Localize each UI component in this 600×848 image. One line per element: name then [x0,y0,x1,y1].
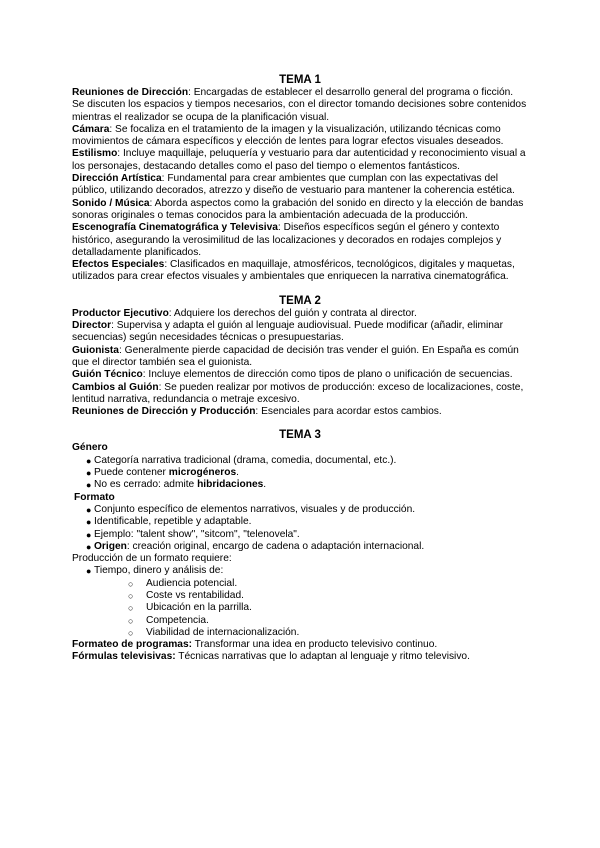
tema2-item-term: Guión Técnico [72,369,143,381]
list-item-text: Identificable, repetible y adaptable. [94,516,252,528]
list-item-bold: hibridaciones [197,479,264,491]
tema1-section [72,87,528,284]
produccion-sublist [72,578,528,639]
formato-list [72,504,528,553]
tema2-item-text: : Adquiere los derechos del guión y contrata al director. [168,307,417,319]
formateo-term: Formateo de programas: [72,639,193,651]
tema2-section [72,308,528,419]
produccion-list [72,565,528,577]
list-item-text: Conjunto específico de elementos narrativos, visuales y de producción. [94,503,416,515]
list-item [72,529,528,541]
tema1-item [72,124,528,149]
list-item-text: . [263,479,267,491]
circle-bullet-icon: ○ [128,603,134,614]
bullet-icon: ● [86,455,92,466]
circle-bullet-icon: ○ [128,627,134,638]
tema2-item-text: : Esenciales para acordar estos cambios. [255,406,442,418]
list-item [72,504,528,516]
tema1-item-text: : Aborda aspectos como la grabación del sonido en directo y la elección de bandas sonoras originales o temas conocidos para la ambientación adecuada de la producción. [72,197,524,221]
tema1-item-term: Efectos Especiales [72,259,165,271]
bullet-icon: ● [86,468,92,479]
tema2-item-text: : Supervisa y adapta el guión al lenguaje audiovisual. Puede modificar (añadir, eliminar secuencias) según necesidades técnicas o presupuestarias. [72,320,503,344]
tema2-item-term: Director [72,320,112,332]
sub-list-item-text: Ubicación en la parrilla. [146,602,252,614]
circle-bullet-icon: ○ [128,615,134,626]
bullet-icon: ● [86,541,92,552]
tema2-item-term: Productor Ejecutivo [72,307,169,319]
tema1-item [72,148,528,173]
tema1-item-text: : Diseños específicos según el género y contexto histórico, asegurando la verosimilitud de las localizaciones y decorados en rodajes complejos y detalladamente planificados. [72,222,502,258]
sub-list-item [72,590,528,602]
document-page [72,73,528,664]
tema2-item [72,320,528,345]
list-item [72,479,528,491]
tema2-item [72,382,528,407]
list-item-text: Puede contener [94,467,169,479]
tema1-item-text: : Fundamental para crear ambientes que cumplan con las expectativas del público, utilizando decorados, atrezzo y diseño de vestuario para mantener la coherencia estética. [72,173,515,197]
list-item-text: Ejemplo: "talent show", "sitcom", "telenovela". [94,528,300,540]
sub-list-item [72,627,528,639]
tema3-section [72,442,528,663]
sub-list-item-text: Coste vs rentabilidad. [146,589,244,601]
tema2-item-term: Cambios al Guión [72,381,159,393]
tema2-item [72,345,528,370]
list-item [72,516,528,528]
tema1-item [72,198,528,223]
tema2-item-text: : Incluye elementos de dirección como tipos de plano o unificación de secuencias. [142,369,513,381]
tema1-item-term: Dirección Artística [72,173,162,185]
tema2-item [72,406,528,418]
tema1-item-text: : Encargadas de establecer el desarrollo general del programa o ficción. Se discuten los espacios y tiempos necesarios, con el director tomando decisiones sobre contenidos mientras el realizador se ocupa de la planificación visual. [72,87,527,123]
formateo-paragraph [72,639,528,651]
sub-list-item-text: Viabilidad de internacionalización. [146,626,300,638]
tema2-item-term: Guionista [72,344,119,356]
list-item-bold: Origen [94,540,127,552]
bullet-icon: ● [86,480,92,491]
list-item-text: . [236,467,239,479]
formulas-term: Fórmulas televisivas: [72,651,176,663]
bullet-icon: ● [86,504,92,515]
tema2-item [72,308,528,320]
list-item-bold: microgéneros [168,467,237,479]
formulas-paragraph [72,651,528,663]
list-item [72,467,528,479]
tema1-item [72,222,528,259]
genero-list [72,455,528,492]
tema1-item [72,259,528,284]
list-item-text: Tiempo, dinero y análisis de: [94,565,224,577]
tema2-item-text: : Se pueden realizar por motivos de producción: exceso de localizaciones, coste, lentitud narrativa, redundancia o metraje excesivo. [72,381,524,405]
list-item [72,455,528,467]
tema2-item-text: : Generalmente pierde capacidad de decisión tras vender el guión. En España es común que el director también sea el guionista. [72,344,519,368]
tema1-item [72,87,528,124]
genero-heading: Género [72,442,108,454]
circle-bullet-icon: ○ [128,578,134,589]
sub-list-item [72,615,528,627]
sub-list-item [72,578,528,590]
tema1-item-text: : Clasificados en maquillaje, atmosféricos, tecnológicos, digitales y maquetas, utilizados para crear efectos visuales y ambientales que enriquecen la narrativa cinematográfica. [72,259,515,283]
tema1-item-term: Estilismo [72,148,118,160]
circle-bullet-icon: ○ [128,590,134,601]
tema1-item [72,173,528,198]
formulas-text: Técnicas narrativas que lo adaptan al lenguaje y ritmo televisivo. [175,651,470,663]
tema2-item-term: Reuniones de Dirección y Producción [72,406,256,418]
list-item-text: : creación original, encargo de cadena o adaptación internacional. [126,540,425,552]
tema1-item-term: Sonido / Música [72,197,150,209]
sub-list-item-text: Competencia. [146,614,209,626]
tema1-item-term: Escenografía Cinematográfica y Televisiva [72,222,278,234]
sub-list-item-text: Audiencia potencial. [146,577,238,589]
list-item [72,541,528,553]
tema1-item-term: Cámara [72,123,110,135]
tema2-item [72,369,528,381]
formato-heading: Formato [74,491,115,503]
sub-list-item [72,602,528,614]
tema1-item-text: : Se focaliza en el tratamiento de la imagen y la visualización, utilizando técnicas como movimientos de cámara específicos y elección de lentes para lograr efectos visuales deseados. [72,123,504,148]
bullet-icon: ● [86,517,92,528]
tema1-title: TEMA 1 [279,74,321,86]
tema2-title: TEMA 2 [279,294,321,307]
tema3-title: TEMA 3 [279,429,321,442]
list-item-text: Categoría narrativa tradicional (drama, comedia, documental, etc.). [94,454,397,466]
bullet-icon: ● [86,566,92,577]
formateo-text: Transformar una idea en producto televisivo continuo. [192,639,438,651]
tema1-item-term: Reuniones de Dirección [72,87,189,98]
produccion-intro: Producción de un formato requiere: [72,553,232,565]
bullet-icon: ● [86,529,92,540]
list-item-text: No es cerrado: admite [94,479,198,491]
list-item [72,565,528,577]
tema1-item-text: : Incluye maquillaje, peluquería y vestuario para dar autenticidad y reconocimiento visual a los personajes, destacando detalles como el paso del tiempo o elementos fantásticos. [72,148,526,172]
